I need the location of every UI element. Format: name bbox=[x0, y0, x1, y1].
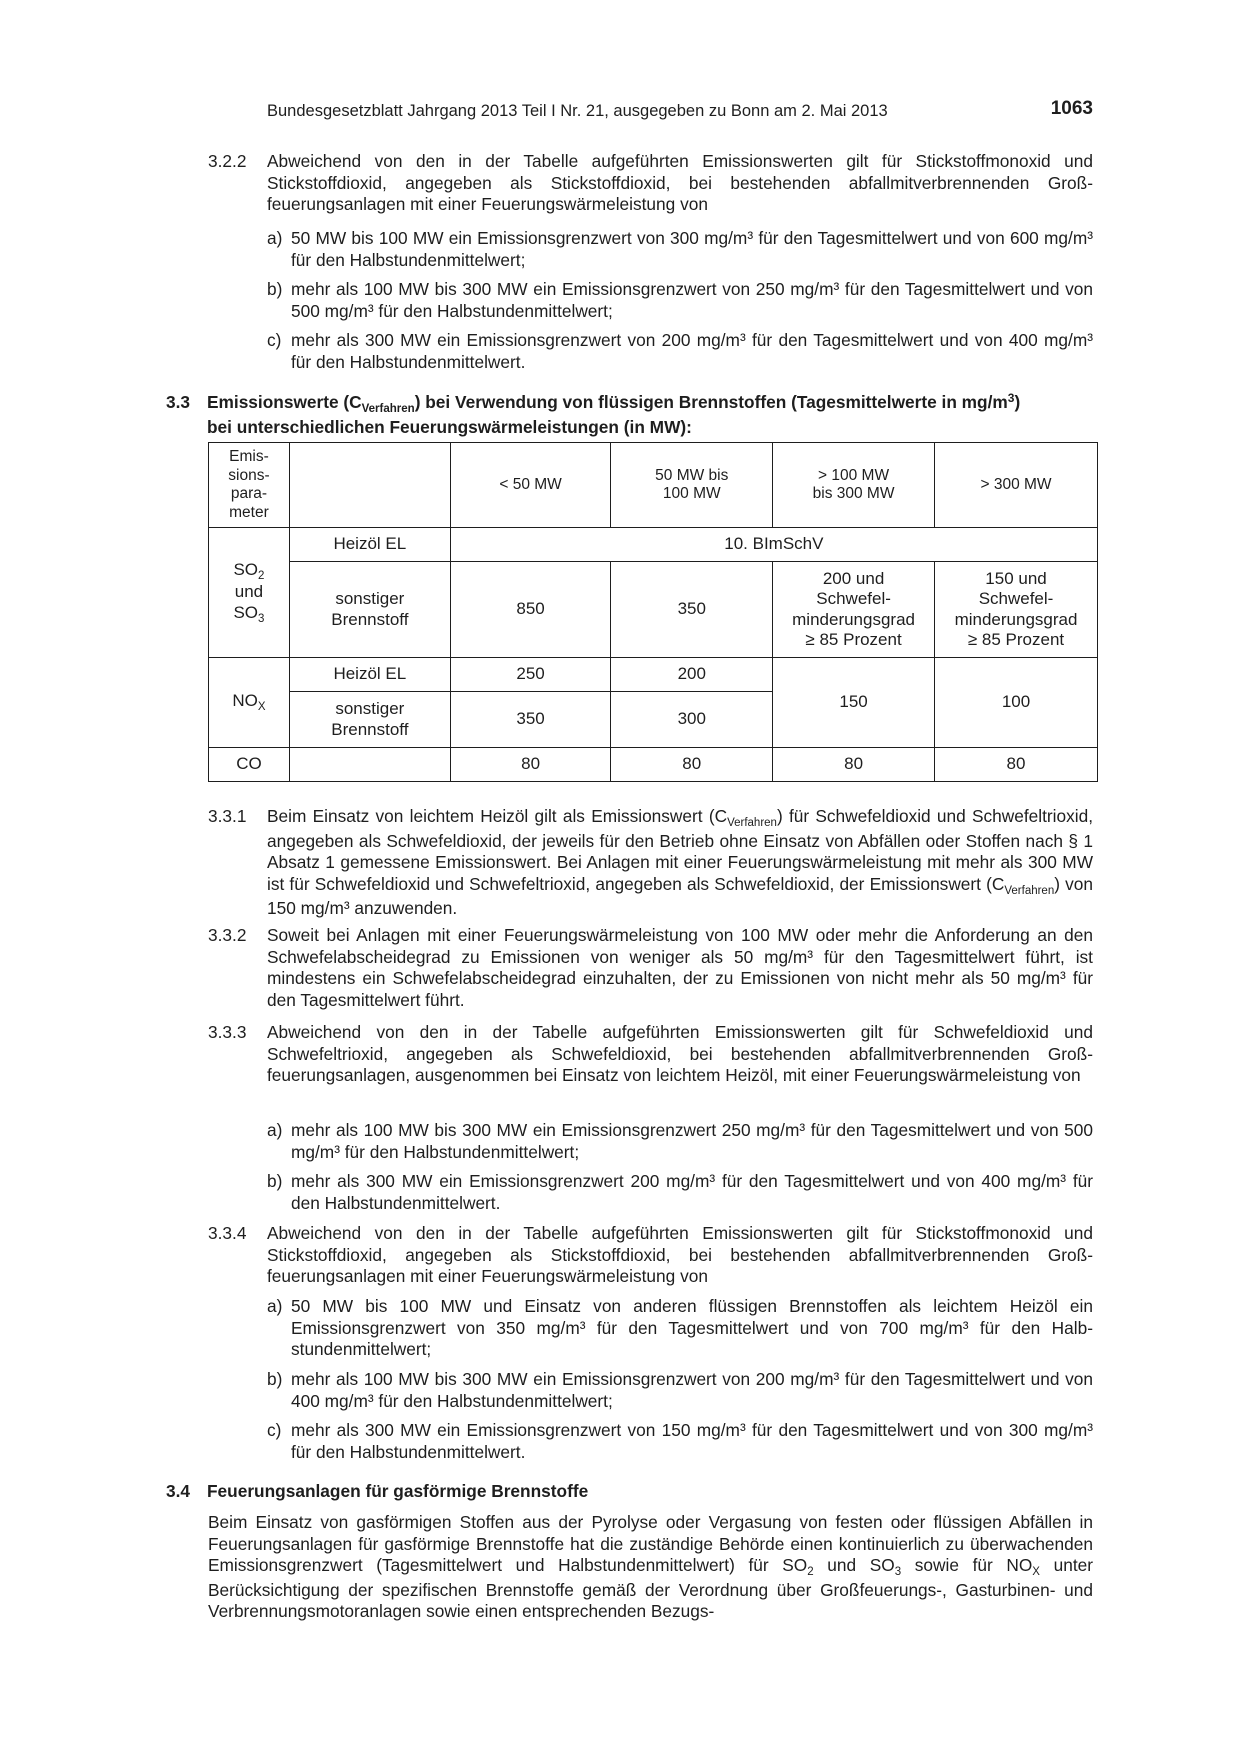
subscript: 3 bbox=[258, 612, 265, 625]
list-text: mehr als 300 MW ein Emissionsgrenzwert von 200 mg/m³ für den Tagesmittelwert und von 400 mg/m³ für den Halbstundenmittelwert. bbox=[291, 330, 1093, 372]
cell-text: 250 bbox=[516, 664, 545, 684]
header-cell-fuel bbox=[289, 443, 450, 528]
subscript: Verfahren bbox=[361, 403, 415, 415]
cell-text: NO bbox=[232, 691, 258, 711]
cell-text: 80 bbox=[1006, 754, 1026, 774]
header-cell bbox=[450, 443, 611, 528]
value-cell bbox=[450, 562, 611, 658]
cell-text: > 300 MW bbox=[980, 475, 1052, 493]
list-item bbox=[267, 1296, 1093, 1362]
list-text: mehr als 100 MW bis 300 MW ein Emissionsgrenzwert 250 mg/m³ für den Tagesmittelwert und von 500 mg/m³ für den Halbstundenmittelwert; bbox=[291, 1120, 1093, 1162]
list-text: mehr als 300 MW ein Emissionsgrenzwert von 150 mg/m³ für den Tagesmittelwert und von 300 mg/m³ für den Halbstundenmittelwert. bbox=[291, 1420, 1093, 1462]
list-item bbox=[267, 1420, 1093, 1464]
heading-part: Emissionswerte (C bbox=[207, 392, 362, 412]
running-header: Bundesgesetzblatt Jahrgang 2013 Teil I Nr. 21, ausgegeben zu Bonn am 2. Mai 2013 bbox=[267, 102, 888, 120]
heading-part: ) bei Verwendung von flüssigen Brennstoffen (Tagesmittelwerte in mg/m bbox=[414, 392, 1008, 412]
cell-text: CO bbox=[236, 754, 262, 774]
subscript: X bbox=[1032, 1566, 1040, 1578]
superscript: 3 bbox=[1007, 391, 1015, 405]
heading-part: ) bbox=[1014, 392, 1021, 412]
section-number: 3.3.2 bbox=[208, 925, 247, 945]
page-header bbox=[267, 98, 1093, 125]
value-cell bbox=[611, 658, 773, 692]
cell-text: 350 bbox=[677, 599, 706, 619]
section-number: 3.3.4 bbox=[208, 1223, 247, 1243]
cell-text: Emis- bbox=[229, 448, 269, 465]
value-cell bbox=[773, 562, 935, 658]
table-row bbox=[209, 562, 1098, 658]
list-text: mehr als 300 MW ein Emissionsgrenzwert 200 mg/m³ für den Tagesmittelwert und von 400 mg/m³ für den Halbstundenmittelwert. bbox=[291, 1171, 1093, 1213]
cell-text: 80 bbox=[682, 754, 702, 774]
list-label: c) bbox=[267, 330, 282, 350]
section-number: 3.2.2 bbox=[208, 151, 247, 171]
text-run: sowie für NO bbox=[901, 1555, 1033, 1575]
cell-text: bis 300 MW bbox=[812, 485, 895, 502]
section-3-2-2-text: Abweichend von den in der Tabelle aufgeführten Emissionswerten gilt für Stickstoffmonoxid und Stickstoffdioxid, angegeben als Stickstoffdioxid, bei bestehenden abfallmitverbrennenden Großfeuerungsanlagen mit einer Feuerungswärmeleistung von bbox=[267, 151, 1093, 214]
cell-text: para- bbox=[230, 485, 268, 502]
cell-text: 150 und bbox=[985, 568, 1047, 588]
value-cell bbox=[935, 658, 1098, 748]
heading-line-2: bei unterschiedlichen Feuerungswärmeleistungen (in MW): bbox=[207, 416, 692, 437]
list-item bbox=[267, 279, 1093, 323]
cell-text: 80 bbox=[844, 754, 864, 774]
fuel-cell bbox=[289, 562, 450, 658]
header-cell bbox=[773, 443, 935, 528]
emission-table bbox=[208, 442, 1098, 782]
section-3-3-2-text: Soweit bei Anlagen mit einer Feuerungswärmeleistung von 100 MW oder mehr die Anforderung an den Schwefelabscheidegrad zu Emissionen von weniger als 50 mg/m³ für den Tagesmittelwert führt, ist mindestens ein Schwefelabscheidegrad einzuhalten, der zu Emissionen von nicht mehr als 50 mg/m³ für den Tagesmittelwert führt. bbox=[267, 925, 1093, 1010]
list-label: b) bbox=[267, 279, 283, 299]
cell-text: sonstiger bbox=[335, 699, 405, 718]
cell-text: sions- bbox=[228, 466, 270, 484]
cell-text: Brennstoff bbox=[331, 719, 409, 739]
cell-text: sonstiger bbox=[335, 589, 405, 608]
fuel-cell bbox=[289, 748, 450, 782]
cell-text: SO bbox=[233, 559, 259, 579]
text-run: und SO bbox=[813, 1555, 895, 1575]
value-cell bbox=[450, 748, 611, 782]
table-row bbox=[209, 658, 1098, 692]
cell-text: ≥ 85 Prozent bbox=[967, 630, 1065, 649]
cell-text: minderungsgrad bbox=[792, 609, 915, 629]
fuel-cell bbox=[289, 658, 450, 692]
value-cell bbox=[450, 528, 1097, 562]
section-3-3-1-text bbox=[267, 806, 1093, 920]
param-cell-co bbox=[209, 748, 290, 782]
text-run: unter Berücksichtigung der spezifischen Brennstoffe gemäß der Verordnung über Großfeuerungs-, Gasturbinen- und Verbrennungsmotoranlagen sowie einen entsprechenden Bezugs- bbox=[208, 1555, 1093, 1621]
cell-text: 350 bbox=[516, 709, 545, 729]
section-number: 3.3 bbox=[166, 392, 191, 412]
list-text: 50 MW bis 100 MW ein Emissionsgrenzwert von 300 mg/m³ für den Tagesmittelwert und von 600 mg/m³ für den Halbstundenmittelwert; bbox=[291, 228, 1093, 270]
table-row bbox=[209, 528, 1098, 562]
header-cell bbox=[935, 443, 1098, 528]
cell-text: Schwefel- bbox=[816, 589, 891, 608]
cell-text: 200 und bbox=[822, 568, 885, 588]
value-cell bbox=[611, 748, 773, 782]
list-label: a) bbox=[267, 1296, 283, 1316]
section-3-3-heading bbox=[166, 392, 1098, 438]
page-number: 1063 bbox=[1050, 98, 1093, 119]
fuel-cell bbox=[289, 528, 450, 562]
cell-text: 80 bbox=[521, 754, 541, 774]
cell-text: meter bbox=[229, 503, 269, 521]
cell-text: 850 bbox=[516, 599, 545, 619]
list-text: mehr als 100 MW bis 300 MW ein Emissionsgrenzwert von 200 mg/m³ für den Tagesmittelwert und von 400 mg/m³ für den Halbstundenmittelwert; bbox=[291, 1369, 1093, 1411]
cell-text: Heizöl EL bbox=[333, 664, 407, 684]
list-text: mehr als 100 MW bis 300 MW ein Emissionsgrenzwert von 250 mg/m³ für den Tagesmittelwert und von 500 mg/m³ für den Halbstundenmittelwert; bbox=[291, 279, 1093, 321]
value-cell bbox=[935, 748, 1098, 782]
subscript: 2 bbox=[807, 1566, 814, 1578]
cell-text: < 50 MW bbox=[499, 475, 562, 493]
cell-text: > 100 MW bbox=[818, 466, 890, 484]
list-item bbox=[267, 1120, 1093, 1164]
list-item bbox=[267, 228, 1093, 272]
subscript: Verfahren bbox=[1004, 884, 1055, 897]
param-cell-nox bbox=[209, 658, 290, 748]
list-item bbox=[267, 1171, 1093, 1215]
heading-text bbox=[207, 392, 1098, 438]
table-header-row bbox=[209, 443, 1098, 528]
value-cell bbox=[611, 692, 773, 748]
cell-text: Heizöl EL bbox=[333, 534, 407, 554]
cell-text: minderungsgrad bbox=[954, 609, 1078, 629]
list-label: b) bbox=[267, 1369, 283, 1389]
cell-text: ≥ 85 Prozent bbox=[805, 630, 902, 649]
cell-text: Brennstoff bbox=[331, 609, 409, 629]
list-label: b) bbox=[267, 1171, 283, 1191]
cell-text: und bbox=[234, 582, 264, 602]
text-run: ) von 150 mg/m³ anzuwenden. bbox=[267, 873, 1094, 918]
value-cell bbox=[773, 748, 935, 782]
text-run: ) für Schwefeldioxid und Schwefeltrioxid, angegeben als Schwefeldioxid, der jeweils für den Betrieb ohne Einsatz von Abfällen oder Stoffen nach § 1 Absatz 1 gemessene Emissionswert. Bei Anlagen mit einer Feuerungswärmeleistung mit mehr als 300 MW ist für Schwefeldioxid und Schwefeltrioxid, angegeben als Schwefeldioxid, der Emissionswert (C bbox=[267, 806, 1093, 894]
subscript: Verfahren bbox=[727, 817, 777, 829]
text-run: Beim Einsatz von leichtem Heizöl gilt als Emissionswert (C bbox=[267, 806, 728, 826]
subscript: X bbox=[257, 701, 266, 714]
value-cell bbox=[611, 562, 773, 658]
cell-text: 150 bbox=[839, 692, 868, 712]
table-row bbox=[209, 748, 1098, 782]
section-3-3-3-text: Abweichend von den in der Tabelle aufgeführten Emissionswerten gilt für Schwefeldioxid und Schwefeltrioxid, angegeben als Schwefeldioxid, bei bestehenden abfallmitverbrennenden Großfeuerungsanlagen, ausgenommen bei Einsatz von leichtem Heizöl, mit einer Feuerungswärmeleistung von bbox=[267, 1022, 1093, 1085]
cell-text: 10. BImSchV bbox=[724, 534, 824, 554]
value-cell bbox=[773, 658, 935, 748]
list-item bbox=[267, 1369, 1093, 1413]
param-cell-sox bbox=[209, 528, 290, 658]
subscript: 3 bbox=[894, 1566, 902, 1578]
fuel-cell bbox=[289, 692, 450, 748]
section-3-4-heading bbox=[166, 1481, 1098, 1505]
list-item bbox=[267, 330, 1093, 374]
cell-text: 300 bbox=[677, 709, 706, 729]
header-cell bbox=[611, 443, 773, 528]
value-cell bbox=[450, 658, 611, 692]
section-number: 3.3.1 bbox=[208, 806, 247, 826]
text-run: Beim Einsatz von gasförmigen Stoffen aus der Pyrolyse oder Vergasung von festen oder flüssigen Abfällen in Feuerungsanlagen für gasförmige Brennstoffe hat die zuständige Behörde einen kontinuierlich zu überwachenden Emissionsgrenzwert (Tagesmittelwert und Halbstundenmittelwert) für SO bbox=[208, 1512, 1093, 1575]
header-cell-parameter bbox=[209, 443, 290, 528]
list-label: a) bbox=[267, 228, 283, 248]
list-text: 50 MW bis 100 MW und Einsatz von anderen flüssigen Brennstoffen als leichtem Heizöl ein Emissionsgrenzwert von 350 mg/m³ für den Tagesmittelwert und von 700 mg/m³ für den Halbstundenmittelwert; bbox=[291, 1296, 1093, 1359]
heading-text: Feuerungsanlagen für gasförmige Brennstoffe bbox=[207, 1481, 589, 1501]
cell-text: Schwefel- bbox=[978, 589, 1054, 608]
value-cell bbox=[935, 562, 1098, 658]
list-label: a) bbox=[267, 1120, 283, 1140]
section-3-3-4-text: Abweichend von den in der Tabelle aufgeführten Emissionswerten gilt für Stickstoffmonoxid und Stickstoffdioxid, angegeben als Stickstoffdioxid, bei bestehenden abfallmitverbrennenden Großfeuerungsanlagen mit einer Feuerungswärmeleistung von bbox=[267, 1223, 1093, 1286]
section-number: 3.4 bbox=[166, 1481, 191, 1501]
value-cell bbox=[450, 692, 611, 748]
cell-text: SO bbox=[233, 602, 259, 622]
section-3-4-text bbox=[208, 1512, 1093, 1623]
subscript: 2 bbox=[258, 569, 265, 582]
list-label: c) bbox=[267, 1420, 282, 1440]
cell-text: 100 bbox=[1001, 692, 1031, 712]
section-number: 3.3.3 bbox=[208, 1022, 247, 1042]
cell-text: 200 bbox=[677, 664, 706, 684]
cell-text: 50 MW bis bbox=[655, 466, 729, 484]
cell-text: 100 MW bbox=[662, 485, 721, 502]
